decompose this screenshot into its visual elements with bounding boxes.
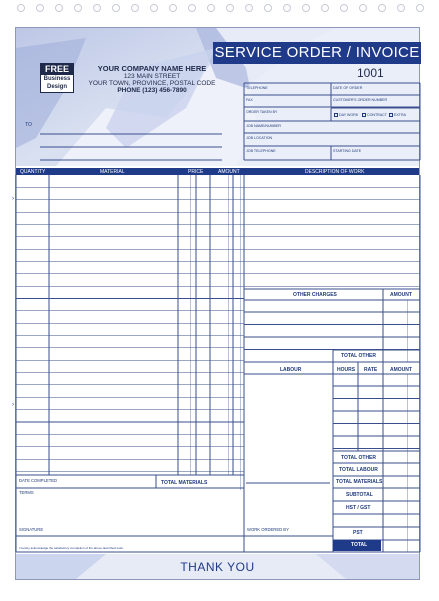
label-total-other-panel: TOTAL OTHER (341, 353, 376, 359)
label-date-completed: DATE COMPLETED (19, 478, 58, 483)
checkbox-contract[interactable]: CONTRACT (362, 113, 387, 117)
acknowledgement-text: I hereby acknowledge the satisfactory completion of the above described work. (19, 546, 124, 550)
logo-line2: Business (43, 76, 71, 82)
label-rate: RATE (364, 367, 378, 373)
company-name: YOUR COMPANY NAME HERE (97, 64, 207, 73)
label-subtotal: SUBTOTAL (346, 492, 373, 498)
row-arrow-icon: › (12, 196, 14, 202)
row-arrow-icon: › (12, 402, 14, 408)
label-telephone: TELEPHONE (246, 86, 268, 90)
label-signature: SIGNATURE (19, 527, 44, 532)
label-total-labour: TOTAL LABOUR (339, 467, 378, 473)
label-order-taken-by: ORDER TAKEN BY (246, 110, 278, 114)
label-starting-date: STARTING DATE (333, 149, 362, 153)
company-city: YOUR TOWN, PROVINCE, POSTAL CODE (88, 80, 216, 87)
label-job-telephone: JOB TELEPHONE (246, 149, 276, 153)
label-total-other: TOTAL OTHER (341, 455, 376, 461)
label-date-of-order: DATE OF ORDER (333, 86, 363, 90)
label-job-name-number: JOB NAME/NUMBER (246, 124, 281, 128)
label-total-materials-right: TOTAL MATERIALS (336, 479, 383, 485)
col-amount: AMOUNT (218, 169, 240, 175)
label-other-amount: AMOUNT (390, 292, 412, 298)
logo-line3: Design (46, 84, 67, 90)
label-to: TO (25, 122, 32, 128)
company-street: 123 MAIN STREET (123, 73, 181, 80)
label-fax: FAX (246, 98, 253, 102)
label-job-location: JOB LOCATION (246, 136, 273, 140)
logo-line1: FREE (41, 64, 73, 75)
label-other-charges: OTHER CHARGES (293, 292, 337, 298)
label-labour: LABOUR (280, 367, 302, 373)
label-terms: TERMS (19, 490, 34, 495)
col-quantity: QUANTITY (20, 169, 46, 175)
form-title: SERVICE ORDER / INVOICE (213, 42, 421, 64)
label-customer-order-number: CUSTOMER'S ORDER NUMBER (333, 98, 388, 102)
checkbox-day-work[interactable]: DAY WORK (334, 113, 358, 117)
checkbox-extra[interactable]: EXTRA (389, 113, 406, 117)
label-hours: HOURS (337, 367, 356, 373)
label-work-ordered-by: WORK ORDERED BY (247, 527, 289, 532)
label-hst-gst: HST / GST (346, 505, 371, 511)
invoice-number: 1001 (357, 66, 384, 80)
col-material: MATERIAL (100, 169, 125, 175)
col-price: PRICE (188, 169, 204, 175)
label-total: TOTAL (351, 542, 368, 548)
company-phone: PHONE (123) 456-7890 (117, 87, 187, 94)
label-labour-amount: AMOUNT (390, 367, 412, 373)
label-total-materials: TOTAL MATERIALS (161, 480, 208, 486)
label-pst: PST (353, 530, 363, 536)
thank-you: THANK YOU (180, 560, 255, 574)
col-description: DESCRIPTION OF WORK (305, 169, 365, 175)
